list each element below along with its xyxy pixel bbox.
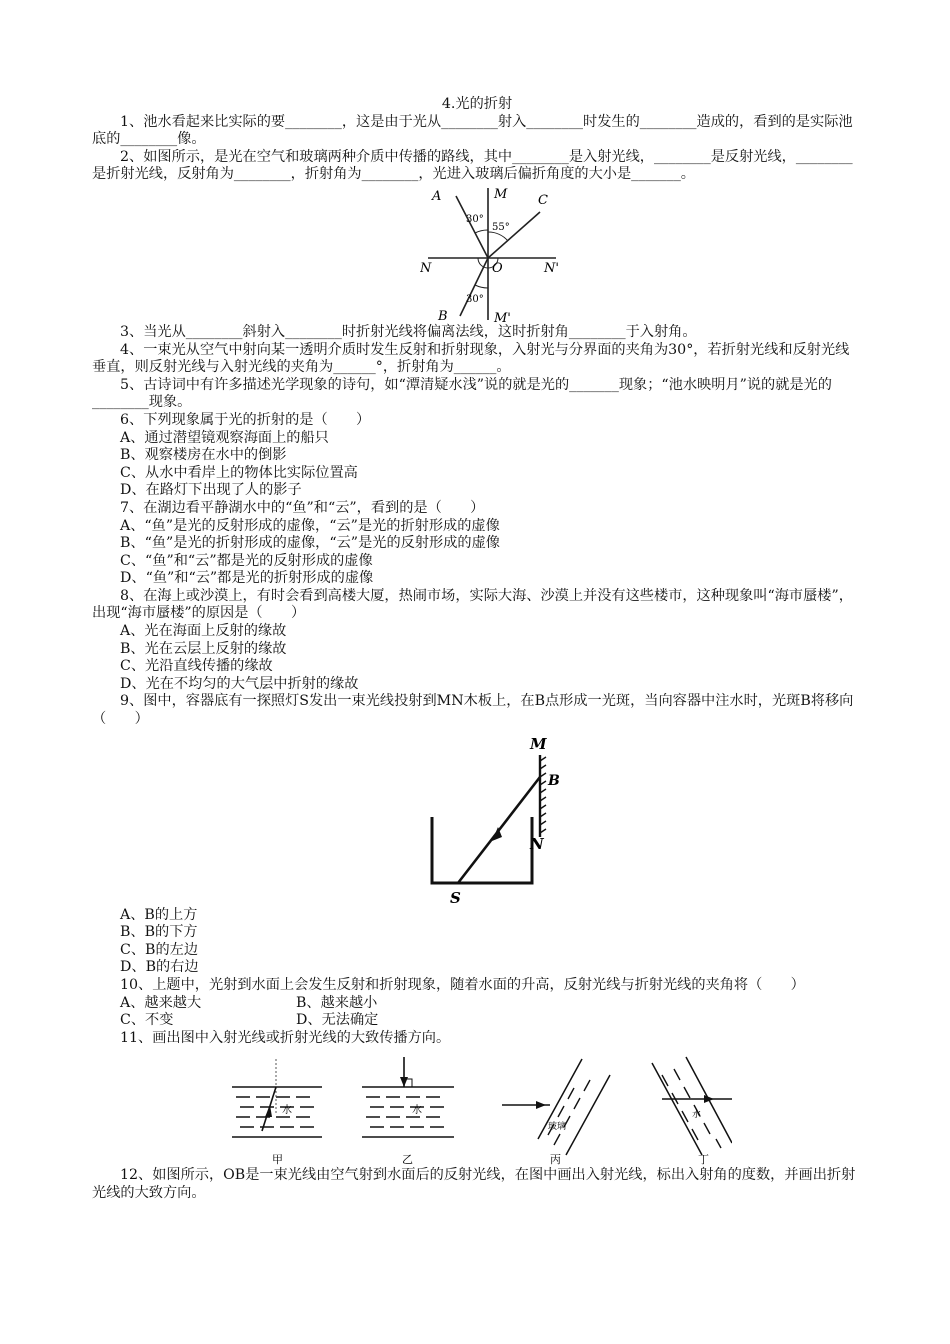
label-c: C	[538, 192, 548, 208]
question-7: 7、在湖边看平静湖水中的“鱼”和“云”，看到的是（ ）	[120, 499, 485, 516]
label-a: A	[432, 188, 442, 204]
water-label-1: 水	[282, 1105, 292, 1117]
ray-oc	[488, 212, 540, 258]
ray-drawing-figures	[232, 1055, 732, 1167]
angle-label-55: 55°	[492, 221, 510, 233]
question-8: 8、在海上或沙漠上，有时会看到高楼大厦，热闹市场，实际大海、沙漠上并没有这些楼市，这种现象叫“海市蜃楼”，出现“海市蜃楼”的原因是（ ）	[92, 587, 853, 622]
label-m-prime: M'	[494, 310, 511, 324]
q10-option-d: D、无法确定	[296, 1012, 379, 1029]
q7-option-a: A、“鱼”是光的反射形成的虚像，“云”是光的折射形成的虚像	[120, 517, 500, 534]
page-title: 4.光的折射	[441, 96, 513, 112]
label-b: B	[438, 308, 448, 324]
caption-yi: 乙	[402, 1153, 413, 1167]
question-3: 3、当光从________斜射入________时折射光线将偏离法线，这时折射角________于入射角。	[120, 323, 697, 340]
q6-option-d: D、在路灯下出现了人的影子	[120, 482, 302, 499]
q10-options-row-2	[92, 1012, 862, 1030]
question-6: 6、下列现象属于光的折射的是（ ）	[120, 411, 371, 428]
q10-option-b: B、越来越小	[296, 994, 378, 1011]
q7-option-d: D、“鱼”和“云”都是光的折射形成的虚像	[120, 570, 374, 587]
label-o: O	[492, 260, 503, 276]
label-m: M	[494, 187, 508, 202]
question-4: 4、一束光从空气中射向某一透明介质时发生反射和折射现象，入射光与分界面的夹角为30°，若折射光线和反射光线垂直，则反射光线与入射光线的夹角为______°，折射角为______。	[92, 341, 850, 376]
angle-label-30b: 30°	[466, 293, 484, 305]
figure-yi	[362, 1057, 454, 1166]
figure-bing	[502, 1059, 610, 1166]
figure-ding	[652, 1057, 732, 1166]
q8-option-d: D、光在不均匀的大气层中折射的缘故	[120, 675, 359, 692]
caption-ding: 丁	[698, 1153, 709, 1167]
q9-option-b: B、B的下方	[120, 924, 198, 941]
q6-option-c: C、从水中看岸上的物体比实际位置高	[120, 464, 358, 481]
caption-bing: 丙	[550, 1153, 561, 1167]
water-label-3: 水	[692, 1110, 702, 1121]
q7-option-c: C、“鱼”和“云”都是光的反射形成的虚像	[120, 552, 373, 569]
q9-option-d: D、B的右边	[120, 959, 199, 976]
label-b: B	[548, 772, 560, 789]
angle-arc-30	[475, 230, 488, 233]
label-n: N	[420, 260, 432, 276]
angle-arc-30b	[475, 285, 488, 288]
q8-option-b: B、光在云层上反射的缘故	[120, 640, 287, 657]
refraction-diagram	[420, 188, 560, 324]
container-light-diagram	[422, 731, 562, 907]
q9-option-c: C、B的左边	[120, 941, 199, 958]
q7-option-b: B、“鱼”是光的折射形成的虚像，“云”是光的反射形成的虚像	[120, 535, 500, 552]
q6-option-a: A、通过潜望镜观察海面上的船只	[120, 429, 329, 446]
figure-jia	[232, 1059, 322, 1166]
caption-jia: 甲	[272, 1153, 283, 1167]
label-m: M	[530, 734, 547, 753]
q10-options-row-1	[92, 995, 862, 1013]
question-9: 9、图中，容器底有一探照灯S发出一束光线投射到MN木板上，在B点形成一光斑，当向容器中注水时，光斑B将移向（ ）	[92, 693, 854, 728]
label-s: S	[450, 888, 461, 907]
q10-option-a: A、越来越大	[120, 994, 202, 1011]
glass-label: 玻璃	[548, 1122, 567, 1133]
question-2: 2、如图所示，是光在空气和玻璃两种介质中传播的路线，其中________是入射光线，________是反射光线，________是折射光线，反射角为________，折射角为________，光进入玻璃后偏折角度的大小是_______。	[92, 148, 853, 183]
question-1: 1、池水看起来比实际的要________，这是由于光从________射入________时发生的________造成的，看到的是实际池底的________像。	[92, 113, 853, 148]
angle-label-30: 30°	[466, 213, 484, 225]
q10-option-c: C、不变	[120, 1012, 174, 1029]
question-10: 10、上题中，光射到水面上会发生反射和折射现象，随着水面的升高，反射光线与折射光线的夹角将（ ）	[120, 977, 805, 993]
worksheet	[92, 96, 862, 1203]
q8-option-a: A、光在海面上反射的缘故	[120, 623, 287, 640]
q6-option-b: B、观察楼房在水中的倒影	[120, 447, 287, 464]
water-label-2: 水	[412, 1105, 422, 1117]
angle-arc-55	[488, 232, 508, 241]
ray-ao	[456, 196, 488, 258]
question-12: 12、如图所示，OB是一束光线由空气射到水面后的反射光线，在图中画出入射光线，标出入射角的度数，并画出折射光线的大致方向。	[92, 1167, 856, 1201]
label-n: N	[530, 834, 544, 853]
question-5: 5、古诗词中有许多描述光学现象的诗句，如“潭清疑水浅”说的就是光的_______现象；“池水映明月”说的就是光的________现象。	[92, 376, 832, 411]
q9-option-a: A、B的上方	[120, 906, 198, 923]
question-11: 11、画出图中入射光线或折射光线的大致传播方向。	[120, 1029, 451, 1046]
label-n-prime: N'	[544, 260, 559, 276]
q8-option-c: C、光沿直线传播的缘故	[120, 658, 273, 675]
